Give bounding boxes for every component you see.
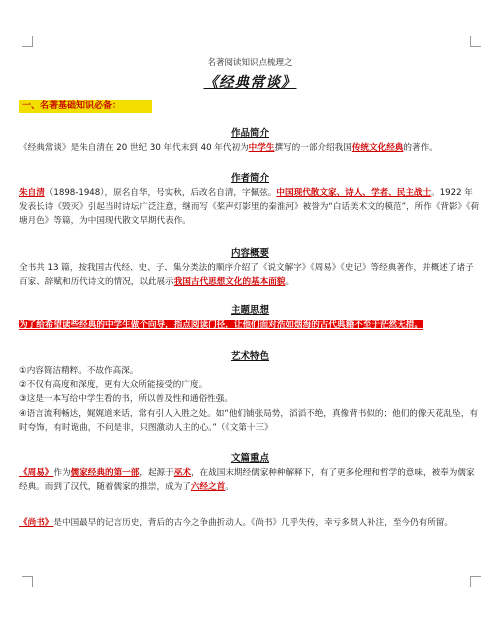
list-item: ②不仅有高度和深度，更有大众所能接受的广度。	[19, 380, 208, 391]
text-run: 作为	[53, 468, 71, 478]
highlight-text: 巫术	[173, 468, 191, 478]
highlight-text: 我国古代思想文化的基本面貌	[173, 277, 286, 288]
heading-art: 艺术特色	[230, 351, 269, 362]
book-title: 《经典常谈》	[203, 75, 297, 91]
focus-paragraph-1	[19, 466, 481, 494]
highlight-text: 《尚书》	[19, 518, 54, 528]
list-item: ③这是一本写给中学生看的书，所以普及性和通俗性强。	[19, 394, 233, 405]
page-corner-mark	[22, 36, 33, 47]
highlight-text: 六经之首	[190, 482, 226, 493]
highlight-text: 为了给希望读些经典的中学生做个向导，指点阅读门径，让他们面对浩如烟海的古代典籍不至于茫然无措。	[19, 320, 423, 330]
theme-paragraph	[19, 318, 481, 332]
highlight-text: 传统文化经典	[351, 143, 404, 153]
text-run: 。	[225, 482, 234, 493]
list-item: ①内容简洁精粹。不故作高深。	[19, 366, 139, 376]
highlight-text: 儒家经典的第一部	[70, 468, 140, 478]
text-run: 的著作。	[403, 143, 438, 153]
highlight-text: 朱自清	[19, 188, 45, 198]
text-run: 。1922 年发表长诗《毁灭》引起当时诗坛广泛注意，继而写《桨声灯影里的秦淮河》被誉为“白话美术文的模范”，所作《背影》《荷塘月色》等篇，为中国现代散文早期代表作。	[19, 188, 480, 227]
heading-content: 内容概要	[230, 248, 269, 259]
heading-author: 作者简介	[230, 173, 269, 184]
text-run: 《经典常谈》是朱自清在 20 世纪 30 年代末到 40 年代初为	[19, 143, 249, 153]
heading-theme: 主题思想	[230, 305, 269, 316]
focus-paragraph-2	[19, 516, 481, 530]
art-list	[19, 364, 481, 435]
heading-intro: 作品简介	[230, 128, 269, 139]
highlight-text: 《周易》	[19, 468, 54, 478]
text-run: （1898-1948），原名自华，号实秋，后改名自清，字佩弦。	[44, 188, 277, 198]
list-item: ④语言流利畅达，娓娓道来话，常有引人入胜之处。如“他们铺张局势，滔滔不绝，真像背书似的；他们的像天花乱坠，有时夸饰，有时诡曲，不问是非，只图激动人主的心。”（《文第十三》	[19, 408, 479, 433]
heading-focus: 文篇重点	[230, 453, 269, 464]
highlight-text: 中国现代散文家、诗人、学者、民主战士	[276, 188, 432, 198]
text-run: 全书共 13 篇，按我国古代经、史、子、集分类法的顺序介绍了《说文解字》《周易》《史记》等经典著作，并概述了诸子百家、辞赋和历代诗文的情况，以此展示	[19, 263, 474, 288]
text-run: ，在战国末期经儒家种种解释下，有了更多伦理和哲学的意味，被奉为儒家经典。而到了汉代，随着儒家的推崇，成为了	[19, 468, 475, 493]
intro-paragraph	[19, 141, 481, 155]
text-run: 。	[285, 277, 295, 288]
content-paragraph	[19, 261, 481, 289]
page-corner-mark	[470, 576, 481, 587]
section-heading: 一、名著基础知识必备：	[19, 100, 152, 113]
document-title: 名著阅读知识点梳理之	[207, 58, 293, 68]
page-corner-mark	[22, 576, 33, 587]
text-run: 撰写的一部介绍我国	[274, 143, 352, 153]
page-corner-mark	[470, 36, 481, 47]
author-paragraph	[19, 186, 481, 229]
highlight-text: 中学生	[248, 143, 275, 153]
text-run: 是中国最早的记言历史，背后的古今之争曲折动人。《尚书》几乎失传，幸亏多贤人补注，至今仍有所留。	[53, 518, 453, 528]
text-run: ，起源于	[139, 468, 174, 478]
